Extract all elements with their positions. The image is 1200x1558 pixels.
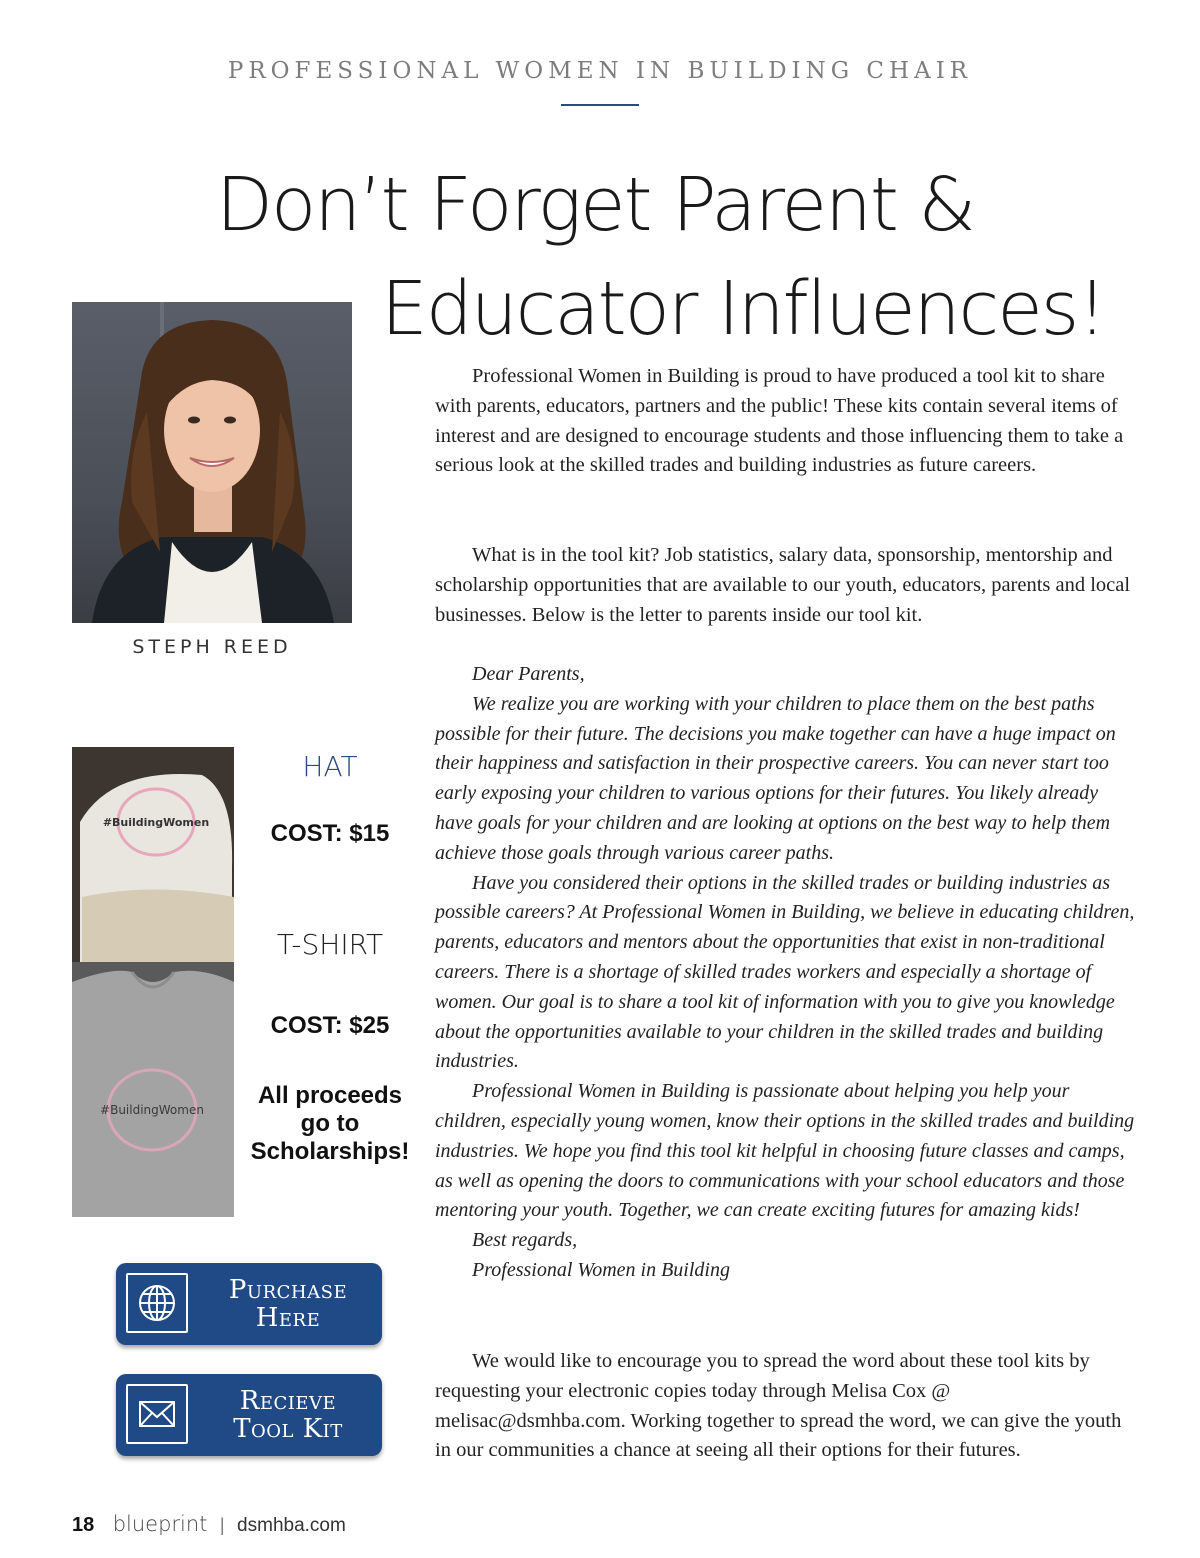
letter-paragraph: We realize you are working with your children to place them on the best paths possible for their future. The decisions you make together can have a huge impact on their happiness and satisfaction in their prospective careers. You can never start too early exposing your children to various options for their futures. You likely already have goals for your children and are looking at options on the best way to help them achieve those goals through various career paths. (435, 692, 1116, 864)
publication-logo: blueprint (112, 1512, 208, 1536)
purchase-label-line: Here (255, 1303, 321, 1333)
proceeds-line: Scholarships! (250, 1138, 410, 1165)
page-footer (72, 1512, 346, 1537)
hat-cost: COST: $15 (270, 820, 390, 847)
hat-photo (72, 747, 234, 962)
receive-label-line: Tool Kit (233, 1414, 343, 1444)
letter-greeting: Dear Parents, (472, 663, 585, 685)
tshirt-print-text: #BuildingWomen (100, 1103, 204, 1117)
proceeds-note (232, 1082, 428, 1166)
footer-separator: | (219, 1515, 225, 1535)
paragraph-text: What is in the tool kit? Job statistics, salary data, sponsorship, mentorship and scholarship opportunities that are available to our youth, educators, parents and local businesses. Below is the letter to parents inside our tool kit. (435, 544, 1131, 626)
purchase-label-line: Purchase (228, 1275, 348, 1305)
tshirt-photo (72, 962, 234, 1217)
purchase-button-label (198, 1276, 378, 1332)
page-number: 18 (72, 1514, 95, 1536)
tshirt-product-name: T-SHIRT (276, 928, 384, 961)
receive-label-line: Recieve (239, 1386, 337, 1416)
letter-paragraph: Have you considered their options in the skilled trades or building industries as possible careers? At Professional Women in Building, we believe in educating children, parents, educators and mentors about the opportunities that exist in non-traditional careers. There is a shortage of skilled trades workers and especially a shortage of women. Our goal is to share a tool kit of information with you to give you knowledge about the opportunities available to your children in the skilled trades and building industries. (435, 871, 1135, 1073)
page-title-line-1: Don’t Forget Parent & (216, 162, 975, 248)
paragraph-text: We would like to encourage you to spread the word about these tool kits by requesting your electronic copies today through Melisa Cox @ melisac@dsmhba.com. Working together to spread the word, we can give the youth in our communities a chance at seeing all their options for their futures. (435, 1350, 1122, 1462)
intro-paragraph-2 (435, 541, 1135, 630)
letter-signature: Professional Women in Building (472, 1258, 730, 1281)
receive-tool-kit-button[interactable] (116, 1374, 382, 1456)
purchase-here-button[interactable] (116, 1263, 382, 1345)
hat-product-name: HAT (302, 750, 358, 783)
section-divider (561, 104, 639, 106)
footer-website-link[interactable]: dsmhba.com (237, 1515, 346, 1536)
parent-letter (435, 660, 1135, 1286)
tshirt-cost: COST: $25 (270, 1012, 390, 1039)
letter-paragraph: Professional Women in Building is passionate about helping you help your children, especially young women, know their options in the skilled trades and building industries. We hope you find this tool kit helpful in choosing future classes and camps, as well as opening the doors to communications with your school educators and those mentoring your youth. Together, we can create exciting futures for amazing kids! (435, 1080, 1135, 1222)
hat-print-text: #BuildingWomen (102, 816, 210, 829)
intro-paragraph-1 (435, 362, 1135, 481)
section-label: PROFESSIONAL WOMEN IN BUILDING CHAIR (227, 58, 973, 84)
page-title-line-2: Educator Influences! (381, 266, 1105, 352)
author-caption: STEPH REED (132, 636, 292, 658)
proceeds-line: go to (300, 1110, 360, 1137)
receive-button-label (198, 1387, 378, 1443)
globe-icon (126, 1273, 188, 1333)
author-photo (72, 302, 352, 623)
proceeds-line: All proceeds (257, 1082, 403, 1109)
paragraph-text: Professional Women in Building is proud to have produced a tool kit to share with parents, educators, partners and the public! These kits contain several items of interest and are designed to encourage students and those influencing them to take a serious look at the skilled trades and building industries as future careers. (435, 365, 1124, 477)
letter-closing: Best regards, (472, 1229, 578, 1252)
envelope-icon (126, 1384, 188, 1444)
outro-paragraph (435, 1347, 1135, 1466)
